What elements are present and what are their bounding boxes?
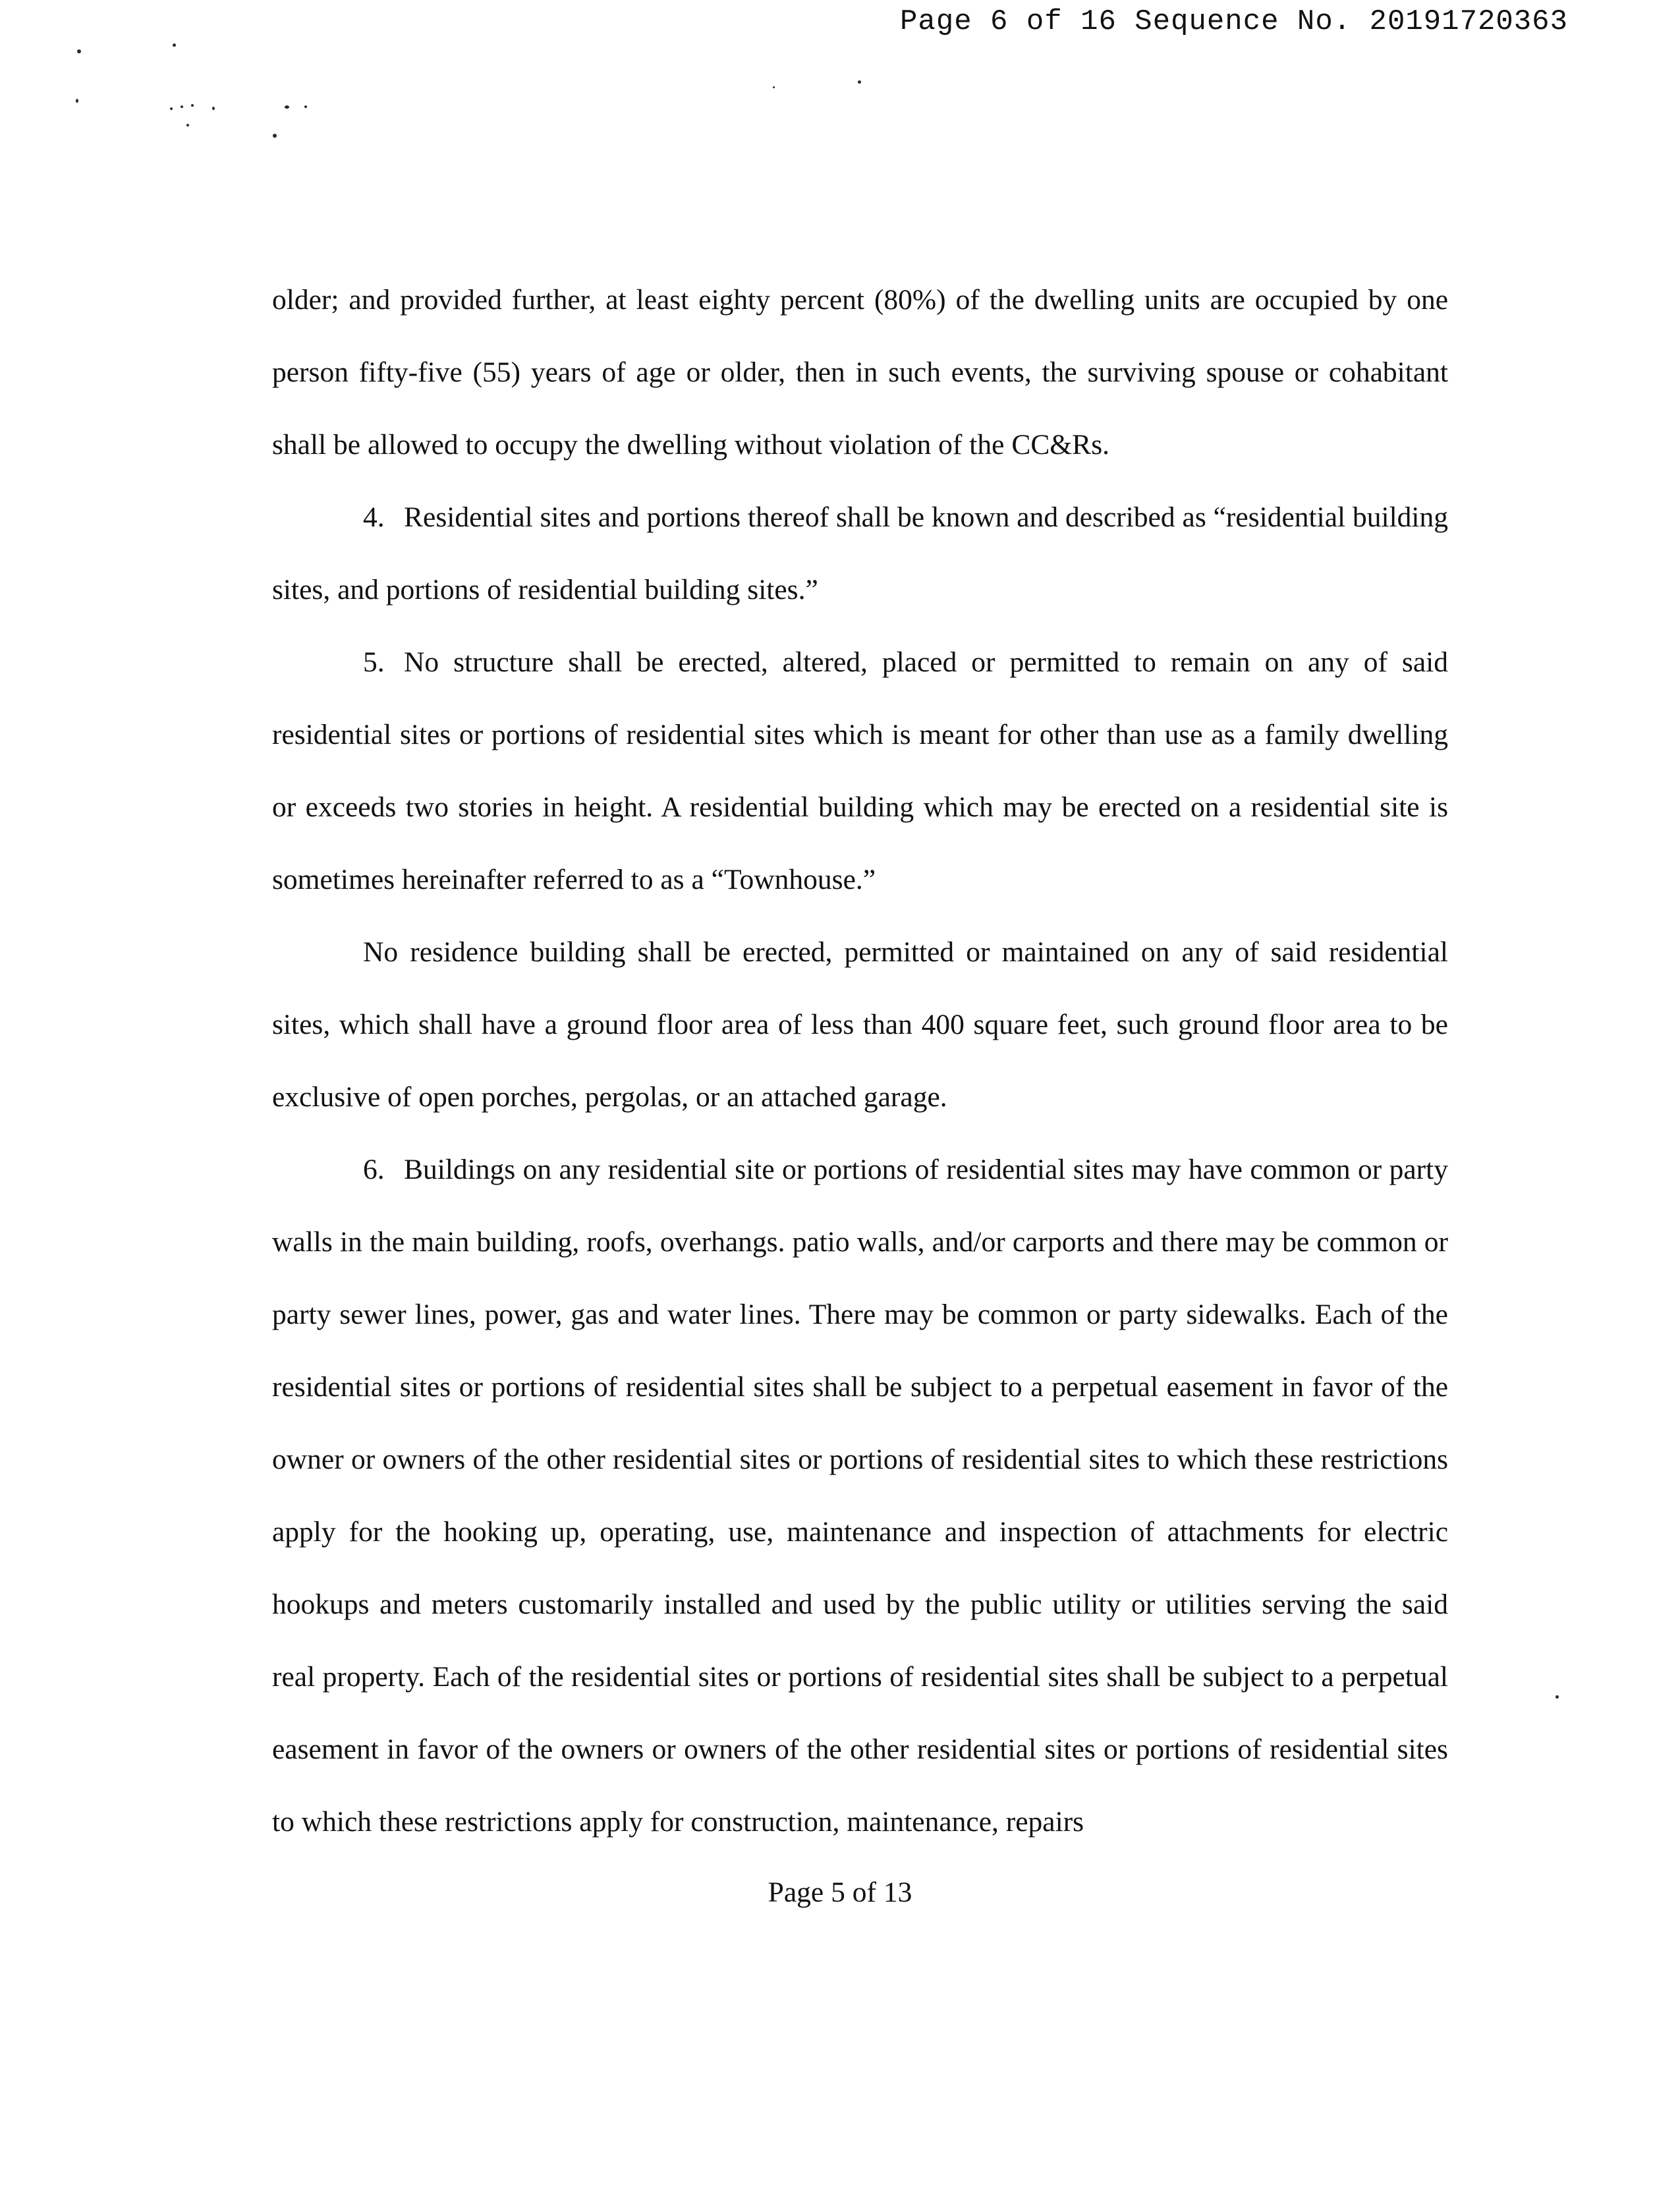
scan-speck [173, 43, 176, 47]
scan-speck [773, 86, 775, 88]
item-text: Buildings on any residential site or portions of residential sites may have common or party walls in the main building, roofs, overhangs. patio walls, and/or carports and there may be common or party sewer lines, power, gas and water lines. There may be common or party sidewalks. Each of the residential sites or portions of residential sites shall be subject to a perpetual easement in favor of the owner or owners of the other residential sites or portions of residential sites to which these restrictions apply for the hooking up, operating, use, maintenance and inspection of attachments for electric hookups and meters customarily installed and used by the public utility or utilities serving the said real property. Each of the residential sites or portions of residential sites shall be subject to a perpetual easement in favor of the owners or owners of the other residential sites or portions of residential sites to which these restrictions apply for construction, maintenance, repairs [272, 1154, 1448, 1838]
paragraph-continuation: older; and provided further, at least eighty percent (80%) of the dwelling units are occupied by one person fifty-five (55) years of age or older, then in such events, the surviving spouse or cohabitant shall be allowed to occupy the dwelling without violation of the CC&Rs. [272, 284, 1448, 461]
scan-speck [191, 104, 194, 107]
scan-speck [304, 105, 307, 108]
item-text: Residential sites and portions thereof shall be known and described as “residential building sites, and portions of residential building sites.” [272, 501, 1448, 606]
numbered-item-4 [272, 481, 1448, 626]
recording-sequence-stamp: Page 6 of 16 Sequence No. 20191720363 [900, 5, 1568, 38]
scan-speck [77, 49, 81, 53]
scan-speck [212, 107, 215, 110]
scan-speck [858, 80, 861, 84]
numbered-item-5 [272, 626, 1448, 916]
scan-speck [1555, 1695, 1559, 1699]
scan-speck [186, 124, 189, 127]
paragraph-floor-area: No residence building shall be erected, permitted or maintained on any of said residential sites, which shall have a ground floor area of less than 400 square feet, such ground floor area to be exclusive of open porches, pergolas, or an attached garage. [272, 936, 1448, 1113]
numbered-item-6 [272, 1133, 1448, 1858]
scan-speck [76, 99, 78, 103]
page-number-footer: Page 5 of 13 [768, 1876, 912, 1908]
item-number: 4. [363, 501, 385, 533]
scan-speck [170, 107, 173, 110]
item-number: 6. [363, 1154, 385, 1185]
item-number: 5. [363, 646, 385, 678]
scan-speck [285, 105, 289, 109]
scan-speck [181, 105, 183, 108]
document-body [272, 264, 1448, 1858]
scan-speck [273, 134, 277, 138]
item-text: No structure shall be erected, altered, placed or permitted to remain on any of said residential sites or portions of residential sites which is meant for other than use as a family dwelling or exceeds two stories in height. A residential building which may be erected on a residential site is sometimes hereinafter referred to as a “Townhouse.” [272, 646, 1448, 895]
